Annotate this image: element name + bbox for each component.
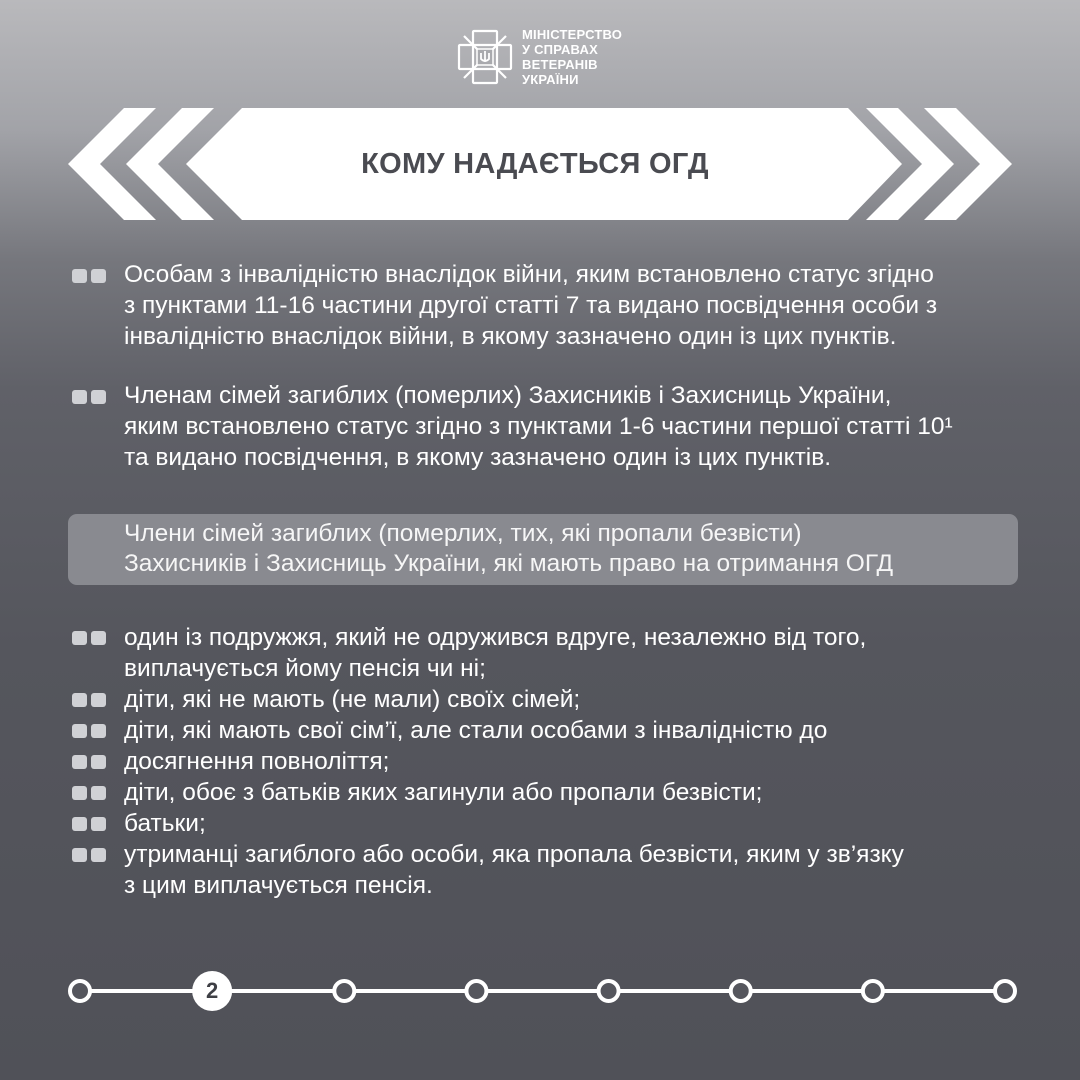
list-item-text: батьки;	[124, 810, 206, 837]
title-banner	[0, 108, 1080, 220]
list-item	[72, 622, 1032, 653]
bullet-icon	[72, 817, 108, 831]
page-indicator	[0, 960, 1080, 1024]
pager-dot[interactable]	[731, 981, 751, 1001]
list-item-text: діти, обоє з батьків яких загинули або пропали безвісти;	[124, 779, 763, 806]
list-item-text: діти, які мають свої сім’ї, але стали особами з інвалідністю до	[124, 717, 828, 744]
list-item	[72, 777, 1032, 808]
ministry-name-line-1: МІНІСТЕРСТВО	[522, 27, 623, 42]
list-item-text: виплачується йому пенсія чи ні;	[124, 655, 486, 682]
list-item	[72, 870, 1032, 901]
list-item	[72, 808, 1032, 839]
list-item	[72, 653, 1032, 684]
list-item	[72, 715, 1032, 746]
pager-track	[0, 960, 1080, 1024]
ministry-logo	[456, 24, 636, 90]
bullet-icon	[72, 390, 108, 404]
list-item-text: один із подружжя, який не одружився вдруге, незалежно від того,	[124, 624, 867, 651]
bullet-icon	[72, 724, 108, 738]
family-members-highlight	[68, 514, 1018, 585]
highlight-text: Члени сімей загиблих (померлих, тих, які пропали безвісти) Захисників і Захисниць України, які мають право на отримання ОГД	[124, 520, 894, 577]
pager-dot[interactable]	[466, 981, 486, 1001]
bullet-icon	[72, 848, 108, 862]
pager-dot[interactable]	[70, 981, 90, 1001]
pager-dot[interactable]	[599, 981, 619, 1001]
ministry-emblem-icon	[456, 28, 514, 86]
pager-dot[interactable]	[995, 981, 1015, 1001]
bullet-icon	[72, 755, 108, 769]
bullet-icon	[72, 269, 108, 283]
family-members-list	[72, 622, 1032, 901]
ministry-name-line-2: У СПРАВАХ	[522, 42, 598, 57]
list-item-text: з цим виплачується пенсія.	[124, 872, 433, 899]
banner-title: КОМУ НАДАЄТЬСЯ ОГД	[361, 147, 709, 180]
list-item-text: досягнення повноліття;	[124, 748, 390, 775]
ministry-name-line-3: ВЕТЕРАНІВ	[522, 57, 598, 72]
eligibility-item-text: Членам сімей загиблих (померлих) Захисників і Захисниць України, яким встановлено статус згідно з пунктами 1-6 частини першої статті 10¹ та видано посвідчення, в якому зазначено один із цих пунктів.	[124, 382, 953, 471]
bullet-icon	[72, 693, 108, 707]
eligibility-item-text: Особам з інвалідністю внаслідок війни, яким встановлено статус згідно з пунктами 11-16 частини другої статті 7 та видано посвідчення особи з інвалідністю внаслідок війни, в якому зазначено один із цих пунктів.	[124, 261, 938, 350]
list-item-text: діти, які не мають (не мали) своїх сімей;	[124, 686, 581, 713]
current-page-number: 2	[206, 978, 219, 1003]
list-item	[72, 746, 1032, 777]
pager-dot[interactable]	[334, 981, 354, 1001]
list-item-text: утриманці загиблого або особи, яка пропала безвісти, яким у зв’язку	[124, 841, 904, 868]
list-item	[72, 684, 1032, 715]
ministry-name	[522, 27, 622, 87]
bullet-icon	[72, 631, 108, 645]
list-item	[72, 839, 1032, 870]
pager-dot[interactable]	[863, 981, 883, 1001]
ministry-name-line-4: УКРАЇНИ	[522, 72, 579, 87]
bullet-icon	[72, 786, 108, 800]
